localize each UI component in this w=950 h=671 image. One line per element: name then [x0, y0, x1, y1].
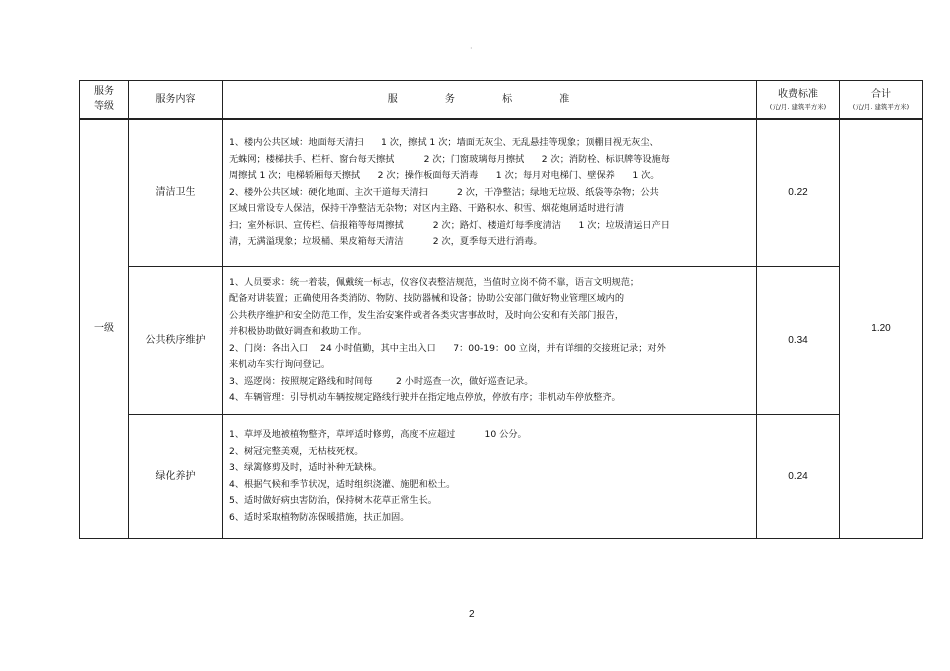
- total-cell: 1.20: [840, 119, 923, 539]
- service-standard-table: [79, 80, 923, 539]
- table-header-row: [80, 81, 923, 119]
- header-total: [840, 81, 923, 119]
- standard-security: [223, 267, 757, 415]
- standard-line: 周擦拭 1 次；电梯轿厢每天擦拭 2 次；操作板面每天消毒 1 次；每月对电梯门、壁保养 1 次。: [229, 170, 660, 181]
- standard-line: 1、楼内公共区域：地面每天清扫 1 次，擦拭 1 次；墙面无灰尘、无乱悬挂等现象；顶棚目视无灰尘、: [229, 137, 659, 148]
- header-fee-unit: (元/月. 建筑平方米): [769, 103, 827, 111]
- header-service-level: [80, 81, 129, 119]
- standard-line: 2、楼外公共区域：硬化地面、主次干道每天清扫 2 次，干净整洁；绿地无垃圾、纸袋等杂物；公共: [229, 186, 659, 198]
- standard-line: 清，无满溢现象；垃圾桶、果皮箱每天清洁 2 次，夏季每天进行消毒。: [229, 236, 543, 247]
- table-row: [80, 119, 923, 267]
- standard-line: 区域日常设专人保洁，保持干净整洁无杂物；对区内主路、干路积水、积雪、烟花炮屑适时进行清: [229, 203, 625, 214]
- service-name-greening: 绿化养护: [129, 415, 223, 539]
- header-total-unit: (元/月. 建筑平方米): [852, 103, 910, 111]
- standard-line: 来机动车实行询问登记。: [229, 359, 331, 370]
- table-row: [80, 267, 923, 415]
- header-dot: ·: [470, 44, 473, 53]
- standard-line: 配备对讲装置；正确使用各类消防、物防、技防器械和设备；协助公安部门做好物业管理区域内的: [229, 293, 625, 304]
- service-name-security: 公共秩序维护: [129, 267, 223, 415]
- header-standard-text: 服 务 标 准: [387, 93, 592, 105]
- standard-line: 1、人员要求：统一着装，佩戴统一标志，仪容仪表整洁规范，当值时立岗不倚不靠，语言文明规范；: [229, 276, 640, 288]
- standard-line: 1、草坪及地被植物整齐，草坪适时修剪，高度不应超过 10 公分。: [229, 429, 527, 440]
- standard-line: 4、车辆管理：引导机动车辆按规定路线行驶并在指定地点停放，停放有序；非机动车停放整齐。: [229, 392, 621, 403]
- standard-line: 并积极协助做好调查和救助工作。: [229, 326, 367, 337]
- header-level-line1: 服务: [94, 86, 114, 98]
- standard-cleaning: [223, 119, 757, 267]
- fee-security: 0.34: [757, 267, 840, 415]
- standard-line: 2、树冠完整美观，无枯枝死杈。: [229, 445, 364, 457]
- standard-line: 4、根据气候和季节状况，适时组织浇灌、施肥和松土。: [229, 478, 456, 490]
- header-fee-title: 收费标准: [778, 88, 818, 100]
- header-service-content: 服务内容: [129, 81, 223, 119]
- fee-cleaning: 0.22: [757, 119, 840, 267]
- standard-line: 2、门岗：各出入口 24 小时值勤，其中主出入口 7：00-19：00 立岗，并有详细的交接班记录；对外: [229, 342, 666, 354]
- service-level-cell: 一级: [80, 119, 129, 539]
- header-total-title: 合计: [871, 88, 891, 100]
- service-name-cleaning: 清洁卫生: [129, 119, 223, 267]
- header-level-line2: 等级: [94, 101, 114, 113]
- page-number: 2: [469, 609, 475, 620]
- standard-line: 3、巡逻岗：按照规定路线和时间每 2 小时巡查一次，做好巡查记录。: [229, 375, 534, 387]
- standard-greening: [223, 415, 757, 539]
- standard-line: 6、适时采取植物防冻保暖措施，扶正加固。: [229, 511, 410, 523]
- header-service-standard: [223, 81, 757, 119]
- standard-line: 3、绿篱修剪及时，适时补种无缺株。: [229, 462, 382, 473]
- standard-line: 无蛛网；楼梯扶手、栏杆、窗台每天擦拭 2 次；门窗玻璃每月擦拭 2 次；消防栓、标识牌等设施每: [229, 153, 670, 165]
- table-row: [80, 415, 923, 539]
- header-fee: [757, 81, 840, 119]
- standard-line: 公共秩序维护和安全防范工作，发生治安案件或者各类灾害事故时，及时向公安和有关部门报告，: [229, 309, 625, 321]
- standard-line: 5、适时做好病虫害防治，保持树木花草正常生长。: [229, 495, 437, 506]
- fee-greening: 0.24: [757, 415, 840, 539]
- standard-line: 扫；室外标识、宣传栏、信报箱等每周擦拭 2 次；路灯、楼道灯每季度清洁 1 次；垃圾清运日产日: [229, 219, 670, 231]
